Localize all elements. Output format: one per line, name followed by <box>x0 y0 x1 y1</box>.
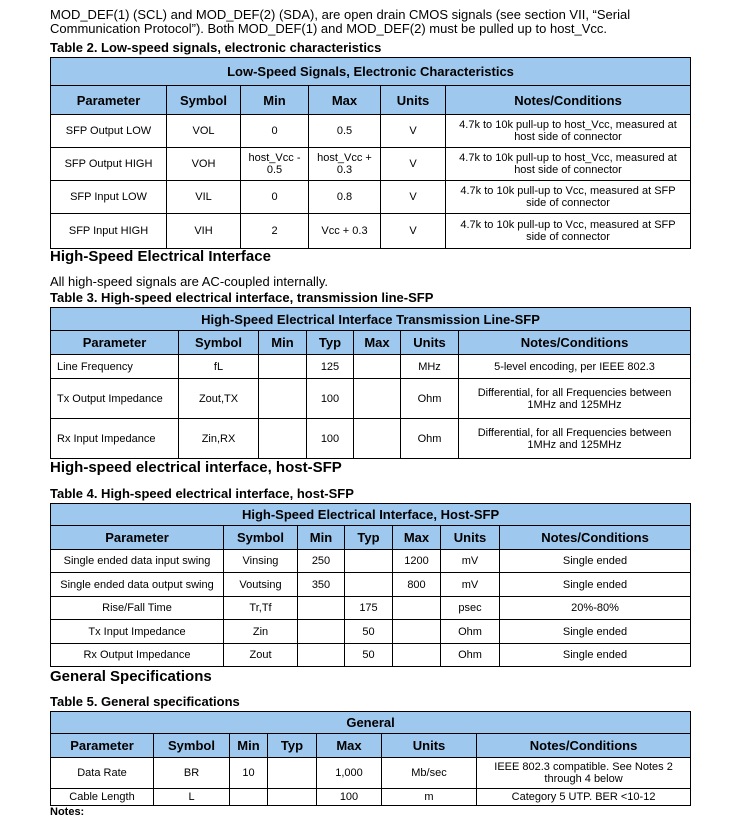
cell-notes: Differential, for all Frequencies between 1MHz and 125MHz <box>459 379 691 419</box>
table5-caption: Table 5. General specifications <box>50 694 240 709</box>
cell-units: mV <box>441 550 500 573</box>
table2-header-min: Min <box>241 86 309 115</box>
table-row <box>51 214 691 249</box>
cell-symbol: fL <box>179 355 259 379</box>
cell-notes: 4.7k to 10k pull-up to host_Vcc, measured at host side of connector <box>446 148 691 181</box>
table4-header-typ: Typ <box>345 526 393 550</box>
cell-min: 350 <box>298 573 345 597</box>
cell-max <box>354 379 401 419</box>
cell-symbol: VIL <box>167 181 241 214</box>
table-row <box>51 148 691 181</box>
cell-notes: Single ended <box>500 644 691 667</box>
cell-max <box>354 355 401 379</box>
cell-symbol: Zout,TX <box>179 379 259 419</box>
cell-parameter: Single ended data input swing <box>51 550 224 573</box>
cell-typ: 175 <box>345 597 393 620</box>
cell-max: 1200 <box>393 550 441 573</box>
cell-notes: IEEE 802.3 compatible. See Notes 2 through 4 below <box>477 758 691 789</box>
table4-header-notes: Notes/Conditions <box>500 526 691 550</box>
cell-notes: 20%-80% <box>500 597 691 620</box>
cell-symbol: L <box>154 789 230 806</box>
cell-parameter: Tx Output Impedance <box>51 379 179 419</box>
cell-units: Ohm <box>441 644 500 667</box>
cell-min <box>259 355 307 379</box>
cell-units: m <box>382 789 477 806</box>
cell-parameter: Single ended data output swing <box>51 573 224 597</box>
cell-symbol: Zout <box>224 644 298 667</box>
cell-min: 250 <box>298 550 345 573</box>
table5-header-symbol: Symbol <box>154 734 230 758</box>
cell-parameter: Data Rate <box>51 758 154 789</box>
cell-max <box>393 597 441 620</box>
table2-header-parameter: Parameter <box>51 86 167 115</box>
cell-symbol: VOL <box>167 115 241 148</box>
table3-title: High-Speed Electrical Interface Transmission Line-SFP <box>51 308 691 331</box>
table-row <box>51 181 691 214</box>
table3-header-units: Units <box>401 331 459 355</box>
table2-header-max: Max <box>309 86 381 115</box>
cell-max <box>393 644 441 667</box>
table3-caption: Table 3. High-speed electrical interface, transmission line-SFP <box>50 290 434 305</box>
cell-min: 2 <box>241 214 309 249</box>
table4-title: High-Speed Electrical Interface, Host-SFP <box>51 504 691 526</box>
table3-header-symbol: Symbol <box>179 331 259 355</box>
section-heading-highspeed: High-Speed Electrical Interface <box>50 248 271 265</box>
cell-symbol: VIH <box>167 214 241 249</box>
table3-header-max: Max <box>354 331 401 355</box>
cell-min <box>230 789 268 806</box>
cell-parameter: SFP Input HIGH <box>51 214 167 249</box>
highspeed-text: All high-speed signals are AC-coupled internally. <box>50 274 328 289</box>
table-row <box>51 597 691 620</box>
cell-parameter: Rx Input Impedance <box>51 419 179 459</box>
cell-max: 800 <box>393 573 441 597</box>
cell-notes: Single ended <box>500 550 691 573</box>
table3-header-min: Min <box>259 331 307 355</box>
cell-parameter: SFP Output LOW <box>51 115 167 148</box>
cell-parameter: Line Frequency <box>51 355 179 379</box>
cell-notes: Single ended <box>500 620 691 644</box>
cell-symbol: BR <box>154 758 230 789</box>
cell-min: host_Vcc - 0.5 <box>241 148 309 181</box>
cell-parameter: Cable Length <box>51 789 154 806</box>
table3-header-typ: Typ <box>307 331 354 355</box>
table5-header-max: Max <box>317 734 382 758</box>
table-row <box>51 419 691 459</box>
table4-header-max: Max <box>393 526 441 550</box>
cell-typ: 50 <box>345 644 393 667</box>
table4-header-min: Min <box>298 526 345 550</box>
cell-notes: 4.7k to 10k pull-up to host_Vcc, measured at host side of connector <box>446 115 691 148</box>
cell-parameter: SFP Output HIGH <box>51 148 167 181</box>
table4-header-symbol: Symbol <box>224 526 298 550</box>
table-row <box>51 573 691 597</box>
table-row <box>51 758 691 789</box>
cell-symbol: Zin,RX <box>179 419 259 459</box>
table4-caption: Table 4. High-speed electrical interface, host-SFP <box>50 486 354 501</box>
cell-units: V <box>381 214 446 249</box>
cell-typ: 100 <box>307 419 354 459</box>
table4 <box>50 503 691 667</box>
cell-max <box>393 620 441 644</box>
cell-max: 100 <box>317 789 382 806</box>
table2-title: Low-Speed Signals, Electronic Characteristics <box>51 58 691 86</box>
table-row <box>51 644 691 667</box>
cell-notes: 4.7k to 10k pull-up to Vcc, measured at SFP side of connector <box>446 214 691 249</box>
cell-units: V <box>381 115 446 148</box>
table4-header-units: Units <box>441 526 500 550</box>
cell-min <box>259 419 307 459</box>
table-row <box>51 355 691 379</box>
cell-symbol: VOH <box>167 148 241 181</box>
cell-max: 0.5 <box>309 115 381 148</box>
table2-header-units: Units <box>381 86 446 115</box>
table3-header-notes: Notes/Conditions <box>459 331 691 355</box>
cell-notes: Category 5 UTP. BER <10-12 <box>477 789 691 806</box>
table5-header-parameter: Parameter <box>51 734 154 758</box>
table5-header-notes: Notes/Conditions <box>477 734 691 758</box>
cell-units: V <box>381 181 446 214</box>
cell-typ: 50 <box>345 620 393 644</box>
table5-header-typ: Typ <box>268 734 317 758</box>
cell-symbol: Tr,Tf <box>224 597 298 620</box>
cell-max: 1,000 <box>317 758 382 789</box>
cell-parameter: Rx Output Impedance <box>51 644 224 667</box>
cell-units: V <box>381 148 446 181</box>
table5-header-min: Min <box>230 734 268 758</box>
cell-max <box>354 419 401 459</box>
cell-symbol: Zin <box>224 620 298 644</box>
table-row <box>51 620 691 644</box>
cell-units: Ohm <box>401 379 459 419</box>
cell-max: host_Vcc + 0.3 <box>309 148 381 181</box>
cell-notes: 5-level encoding, per IEEE 802.3 <box>459 355 691 379</box>
cell-max: 0.8 <box>309 181 381 214</box>
table2-header-symbol: Symbol <box>167 86 241 115</box>
table-row <box>51 550 691 573</box>
table3 <box>50 307 691 459</box>
cell-min <box>298 644 345 667</box>
cell-typ: 125 <box>307 355 354 379</box>
table2 <box>50 57 691 249</box>
cell-symbol: Vinsing <box>224 550 298 573</box>
cell-units: Ohm <box>441 620 500 644</box>
table-row <box>51 379 691 419</box>
cell-units: Ohm <box>401 419 459 459</box>
intro-paragraph: MOD_DEF(1) (SCL) and MOD_DEF(2) (SDA), are open drain CMOS signals (see section VII, “Serial Communication Protocol”). Both MOD_DEF(1) and MOD_DEF(2) must be pulled up to host_Vcc. <box>50 7 631 36</box>
cell-parameter: Rise/Fall Time <box>51 597 224 620</box>
section-heading-general: General Specifications <box>50 668 212 685</box>
cell-typ: 100 <box>307 379 354 419</box>
cell-typ <box>345 550 393 573</box>
cell-min <box>259 379 307 419</box>
table2-caption: Table 2. Low-speed signals, electronic characteristics <box>50 40 382 55</box>
cell-parameter: SFP Input LOW <box>51 181 167 214</box>
cell-units: mV <box>441 573 500 597</box>
cell-max: Vcc + 0.3 <box>309 214 381 249</box>
cell-typ <box>268 789 317 806</box>
cell-units: Mb/sec <box>382 758 477 789</box>
cell-min <box>298 620 345 644</box>
cell-units: MHz <box>401 355 459 379</box>
cell-symbol: Voutsing <box>224 573 298 597</box>
cell-parameter: Tx Input Impedance <box>51 620 224 644</box>
table-row <box>51 115 691 148</box>
table-row <box>51 789 691 806</box>
cell-min <box>298 597 345 620</box>
table5-title: General <box>51 712 691 734</box>
cell-notes: Differential, for all Frequencies between 1MHz and 125MHz <box>459 419 691 459</box>
cell-notes: 4.7k to 10k pull-up to Vcc, measured at SFP side of connector <box>446 181 691 214</box>
cell-min: 10 <box>230 758 268 789</box>
cell-units: psec <box>441 597 500 620</box>
table3-header-parameter: Parameter <box>51 331 179 355</box>
table5 <box>50 711 691 806</box>
table5-header-units: Units <box>382 734 477 758</box>
table4-header-parameter: Parameter <box>51 526 224 550</box>
cell-min: 0 <box>241 115 309 148</box>
cell-notes: Single ended <box>500 573 691 597</box>
cell-min: 0 <box>241 181 309 214</box>
notes-label: Notes: <box>50 806 85 818</box>
cell-typ <box>345 573 393 597</box>
table2-header-notes: Notes/Conditions <box>446 86 691 115</box>
section-heading-host-sfp: High-speed electrical interface, host-SFP <box>50 459 342 476</box>
cell-typ <box>268 758 317 789</box>
